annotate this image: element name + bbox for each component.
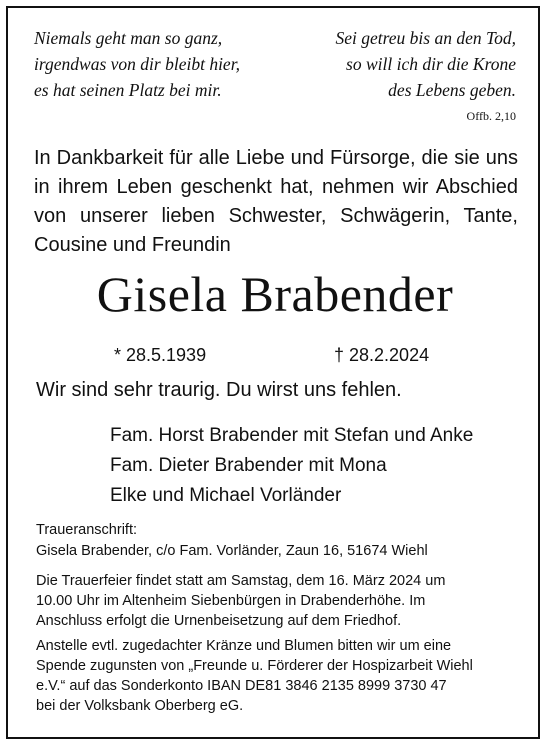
bible-reference: Offb. 2,10: [466, 109, 516, 123]
intro-text: In Dankbarkeit für alle Liebe und Fürsorge, die sie uns in ihrem Leben geschenkt hat, nehmen wir Abschied von unserer lieben Schwester, Schwägerin, Tante, Cousine und Freundin: [34, 147, 518, 256]
poem-left-line: es hat seinen Platz bei mir.: [34, 80, 222, 100]
ceremony-line: Die Trauerfeier findet statt am Samstag, dem 16. März 2024 um: [36, 573, 446, 589]
donation-text: [36, 636, 516, 716]
family-line: Fam. Dieter Brabender mit Mona: [110, 455, 387, 476]
donation-line: Spende zugunsten von „Freunde u. Förderer der Hospizarbeit Wiehl: [36, 658, 473, 674]
poem-right-line: so will ich dir die Krone: [346, 54, 516, 74]
mourning-message: Wir sind sehr traurig. Du wirst uns fehlen.: [36, 379, 402, 401]
poem-left: [34, 25, 240, 103]
family-line: Fam. Horst Brabender mit Stefan und Anke: [110, 425, 474, 446]
poem-right-line: des Lebens geben.: [388, 80, 516, 100]
address-value: Gisela Brabender, c/o Fam. Vorländer, Zaun 16, 51674 Wiehl: [36, 543, 428, 559]
ceremony-line: 10.00 Uhr im Altenheim Siebenbürgen in Drabenderhöhe. Im: [36, 593, 426, 609]
poem-left-line: irgendwas von dir bleibt hier,: [34, 54, 240, 74]
ceremony-text: [36, 571, 516, 631]
ceremony-line: Anschluss erfolgt die Urnenbeisetzung auf dem Friedhof.: [36, 613, 402, 629]
birth-date: * 28.5.1939: [114, 345, 207, 365]
deceased-name: Gisela Brabender: [96, 266, 454, 322]
address-label: Traueranschrift:: [36, 522, 137, 538]
donation-line: e.V.“ auf das Sonderkonto IBAN DE81 3846 2135 8999 3730 47: [36, 678, 447, 694]
donation-line: bei der Volksbank Oberberg eG.: [36, 698, 244, 714]
family-line: Elke und Michael Vorländer: [110, 485, 342, 506]
poem-right-line: Sei getreu bis an den Tod,: [335, 28, 516, 48]
donation-line: Anstelle evtl. zugedachter Kränze und Blumen bitten wir um eine: [36, 638, 452, 654]
poem-left-line: Niemals geht man so ganz,: [34, 28, 223, 48]
death-date: † 28.2.2024: [334, 345, 430, 365]
poem-right: [335, 25, 516, 103]
